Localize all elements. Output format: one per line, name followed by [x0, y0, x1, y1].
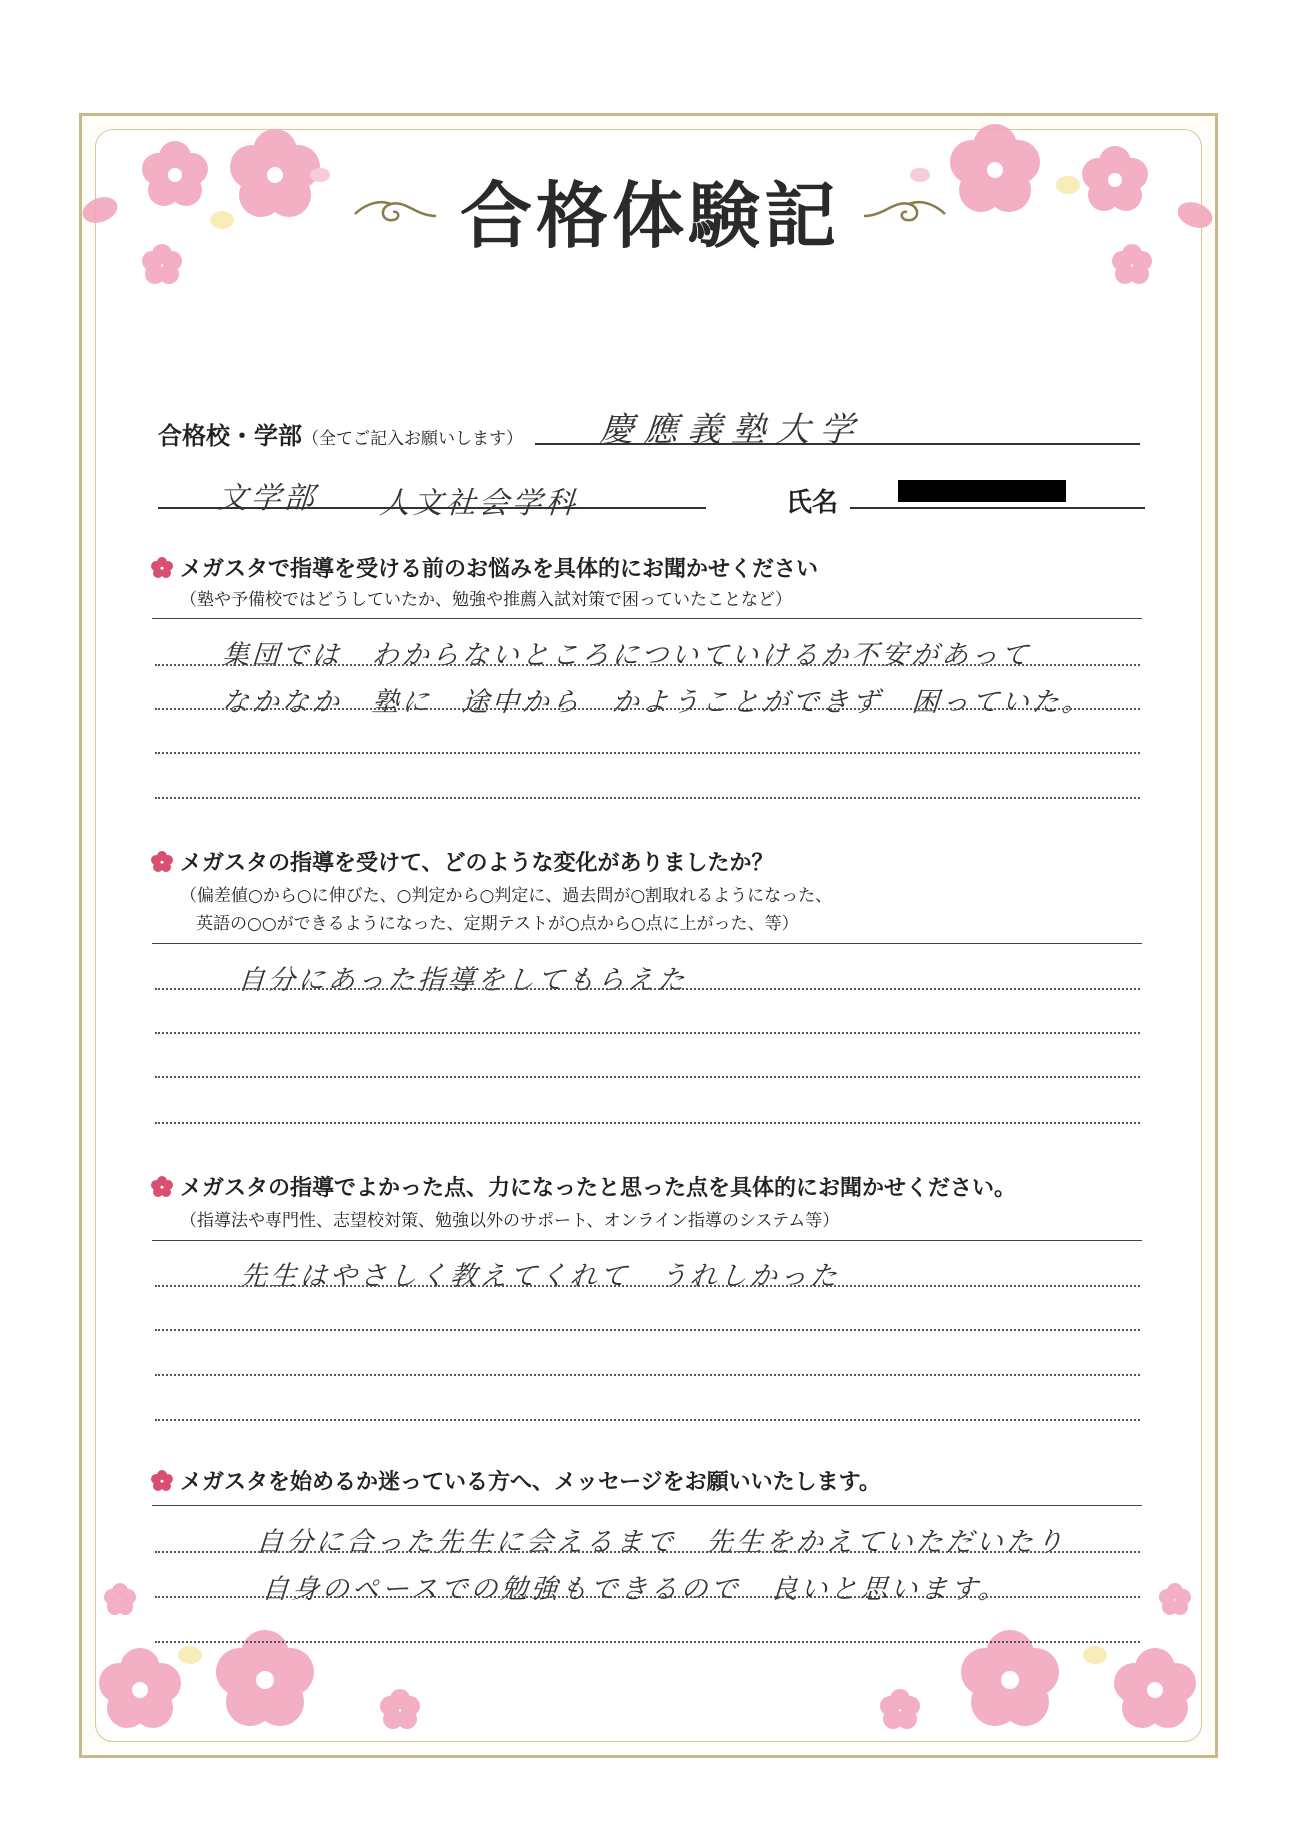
flourish-right-icon [859, 190, 949, 230]
blossom-bullet-icon [150, 850, 174, 874]
faculty-underline [158, 507, 706, 509]
name-label: 氏名 [786, 488, 839, 518]
answer-2-line-1: 自分にあった指導をしてもらえた [236, 965, 689, 996]
blossom-bullet-icon [150, 556, 174, 580]
answer-line [155, 1076, 1140, 1078]
question-1-title: メガスタで指導を受ける前のお悩みを具体的にお聞かせください [150, 552, 818, 583]
question-2-title: メガスタの指導を受けて、どのような変化がありましたか？ [150, 846, 774, 877]
answer-line [155, 664, 1140, 666]
question-2-hint-line-1: （偏差値○から○に伸びた、○判定から○判定に、過去問が○割取れるようになった、 [180, 886, 833, 906]
blossom-bullet-icon [150, 1469, 174, 1493]
answer-line [155, 1285, 1140, 1287]
question-4-divider [152, 1505, 1142, 1506]
fill-note: （全てご記入お願いします） [302, 429, 523, 449]
title-area [0, 158, 1300, 262]
answer-line [155, 1374, 1140, 1376]
question-2-hint-line-2: 英語の○○ができるようになった、定期テストが○点から○点に上がった、等） [196, 914, 799, 934]
answer-line [155, 1329, 1140, 1331]
answer-line [155, 1551, 1140, 1553]
answer-line [155, 1596, 1140, 1598]
department-value: 人文社会学科 [378, 486, 579, 521]
answer-4-line-1: 自分に合った先生に会えるまで 先生をかえていただいたり [254, 1527, 1067, 1558]
inner-border [95, 129, 1202, 1742]
school-underline [535, 443, 1140, 445]
answer-1-line-2: なかなか 塾に 途中から かようことができず 困っていた。 [220, 687, 1093, 718]
answer-line [155, 752, 1140, 754]
name-redaction [898, 480, 1066, 502]
question-3-hint: （指導法や専門性、志望校対策、勉強以外のサポート、オンライン指導のシステム等） [180, 1211, 840, 1231]
answer-line [155, 1641, 1140, 1643]
blossom-bullet-icon [150, 1175, 174, 1199]
school-value: 慶應義塾大学 [598, 410, 866, 450]
answer-line [155, 1122, 1140, 1124]
answer-line [155, 797, 1140, 799]
answer-line [155, 708, 1140, 710]
question-3-title: メガスタの指導でよかった点、力になったと思った点を具体的にお聞かせください。 [150, 1171, 1016, 1202]
question-1-hint: （塾や予備校ではどうしていたか、勉強や推薦入試対策で困っていたことなど） [180, 590, 792, 610]
school-faculty-label: 合格校・学部（全てご記入お願いします） [158, 421, 523, 450]
name-underline [850, 507, 1145, 509]
question-2-divider [152, 943, 1142, 944]
flourish-left-icon [351, 190, 441, 230]
answer-line [155, 988, 1140, 990]
answer-1-line-1: 集団では わからないところについていけるか不安があって [220, 640, 1033, 671]
page-title: 合格体験記 [459, 173, 840, 258]
question-1-divider [152, 618, 1142, 619]
answer-4-line-2: 自身のペースでの勉強もできるので 良いと思います。 [260, 1574, 1010, 1605]
answer-line [155, 1032, 1140, 1034]
question-4-title: メガスタを始めるか迷っている方へ、メッセージをお願いいたします。 [150, 1465, 881, 1496]
answer-3-line-1: 先生はやさしく教えてくれて うれしかった [238, 1261, 841, 1292]
answer-line [155, 1419, 1140, 1421]
faculty-value: 文学部 [216, 481, 318, 516]
question-3-divider [152, 1240, 1142, 1241]
